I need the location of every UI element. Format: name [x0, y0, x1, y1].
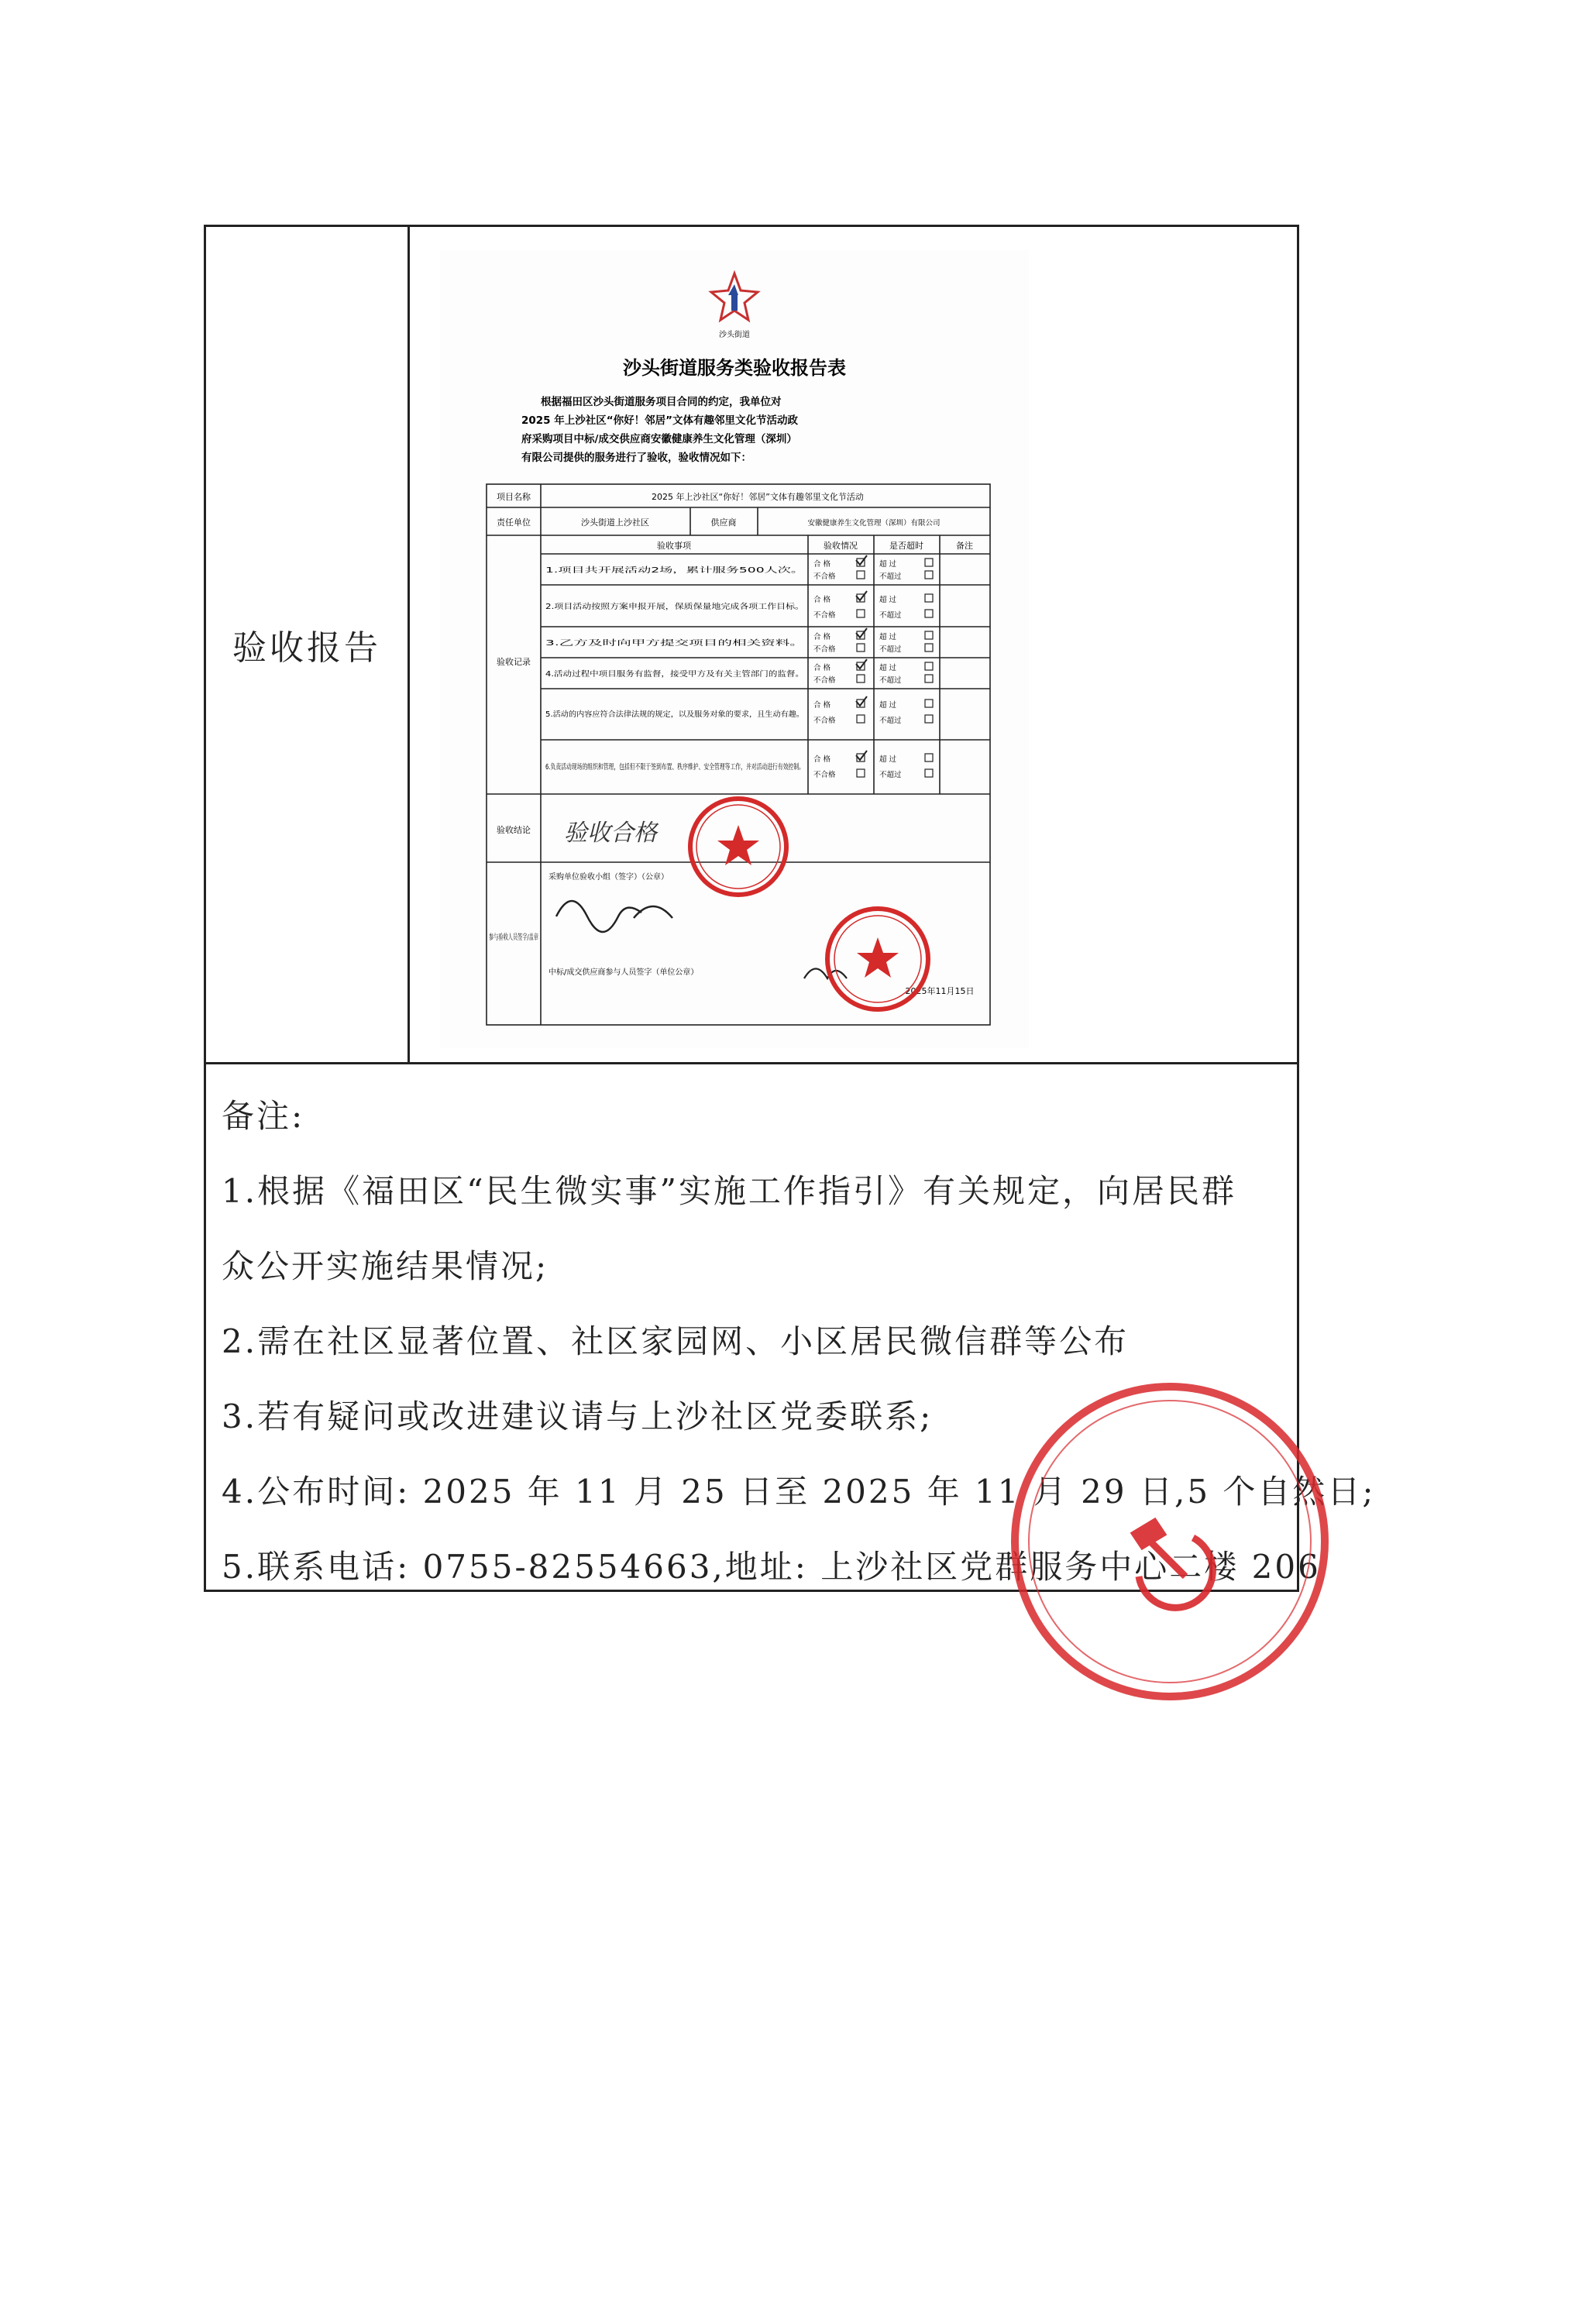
- item-1: 1.项目共开展活动2场，累计服务500人次。: [545, 566, 689, 575]
- overtime-4: 超 过: [879, 664, 897, 672]
- fail-3: 不合格: [813, 645, 836, 654]
- col-note: 备注: [956, 541, 973, 551]
- item-3: 3.乙方及时向甲方提交项目的相关资料。: [545, 639, 678, 648]
- handwritten-signature: [556, 901, 672, 932]
- report-row: [206, 227, 1297, 1064]
- item-6: 6.负责活动现场的组织和管理，包括但不限于签到布置、秩序维护、安全管理等工作，并对活动进行有效控制。: [545, 763, 906, 772]
- note-line-1: 1.根据《福田区“民生微实事”实施工作指引》有关规定，向居民群: [222, 1172, 1237, 1210]
- handwritten-signature-2: [804, 969, 847, 979]
- pass-1: 合 格: [813, 560, 831, 569]
- not-overtime-4: 不超过: [879, 676, 902, 685]
- fail-6: 不合格: [813, 771, 836, 779]
- item-5: 5.活动的内容应符合法律法规的规定，以及服务对象的要求，且生动有趣。: [545, 710, 789, 719]
- conclusion-handwritten: 验收合格: [564, 820, 657, 847]
- resp-unit: 沙头街道上沙社区: [581, 517, 649, 528]
- star-logo-icon: [711, 273, 758, 320]
- supplier-label: 供应商: [710, 517, 737, 528]
- pass-2: 合 格: [813, 596, 831, 604]
- embedded-report-image: [440, 250, 1029, 1048]
- pass-4: 合 格: [813, 664, 831, 672]
- col-timely: 是否超时: [889, 541, 923, 551]
- conclusion-label: 验收结论: [497, 825, 531, 835]
- pass-6: 合 格: [813, 755, 831, 764]
- supplier: 安徽健康养生文化管理（深圳）有限公司: [807, 519, 941, 528]
- resp-unit-label: 责任单位: [497, 517, 531, 528]
- intro-line-1: 根据福田区沙头街道服务项目合同的约定，我单位对: [541, 396, 782, 408]
- overtime-3: 超 过: [879, 633, 897, 641]
- overtime-2: 超 过: [879, 596, 897, 604]
- section-label: 验收报告: [206, 227, 410, 1062]
- seal-stamp-1: [690, 799, 786, 895]
- col-item: 验收事项: [657, 541, 691, 551]
- form-grid: [487, 484, 990, 1025]
- sign-line-1: 采购单位验收小组（签字）（公章）: [548, 873, 669, 882]
- not-overtime-2: 不超过: [879, 611, 902, 620]
- intro-line-4: 有限公司提供的服务进行了验收，验收情况如下：: [521, 452, 751, 464]
- overtime-1: 超 过: [879, 560, 897, 569]
- fail-5: 不合格: [813, 717, 836, 725]
- note-line-2: 2.需在社区显著位置、社区家园网、小区居民微信群等公布: [222, 1322, 1130, 1360]
- party-seal-icon: [1007, 1379, 1333, 1704]
- sign-line-2: 中标/成交供应商参与人员签字（单位公章）: [548, 968, 699, 977]
- logo-caption: 沙头街道: [719, 331, 750, 339]
- note-line-5: 5.联系电话: 0755-82554663,地址: 上沙社区党群服务中心二楼 206: [222, 1548, 1321, 1586]
- pass-3: 合 格: [813, 633, 831, 641]
- item-4: 4.活动过程中项目服务有监督，接受甲方及有关主管部门的监督。: [545, 670, 759, 679]
- notes-heading: 备注:: [222, 1097, 305, 1135]
- intro-line-2: 2025 年上沙社区“你好！邻居”文体有趣邻里文化节活动政: [521, 414, 799, 427]
- intro-line-3: 府采购项目中标/成交供应商安徽健康养生文化管理（深圳）: [521, 433, 797, 445]
- project-name-label: 项目名称: [497, 492, 531, 502]
- pass-5: 合 格: [813, 701, 831, 710]
- note-line-4: 4.公布时间: 2025 年 11 月 25 日至 2025 年 11 月 29 日,5 个自然日;: [222, 1473, 1376, 1511]
- not-overtime-3: 不超过: [879, 645, 902, 654]
- note-line-1-cont: 众公开实施结果情况;: [222, 1247, 549, 1285]
- section-record: 验收记录: [497, 657, 531, 667]
- fail-4: 不合格: [813, 676, 836, 685]
- not-overtime-1: 不超过: [879, 572, 902, 581]
- not-overtime-6: 不超过: [879, 771, 902, 779]
- overtime-6: 超 过: [879, 755, 897, 764]
- note-line-3: 3.若有疑问或改进建议请与上沙社区党委联系;: [222, 1397, 934, 1435]
- overtime-5: 超 过: [879, 701, 897, 710]
- fail-2: 不合格: [813, 611, 836, 620]
- fail-1: 不合格: [813, 572, 836, 581]
- report-title: 沙头街道服务类验收报告表: [623, 357, 846, 379]
- project-name: 2025 年上沙社区“你好！邻居”文体有趣邻里文化节活动: [652, 492, 864, 502]
- sign-date: 2025年11月15日: [905, 986, 975, 996]
- not-overtime-5: 不超过: [879, 717, 902, 725]
- item-2: 2.项目活动按照方案申报开展，保质保量地完成各项工作目标。: [545, 603, 751, 611]
- seal-stamp-2: [827, 909, 928, 1009]
- sign-label: 参与验收人员签字/盖章: [489, 933, 569, 942]
- col-result: 验收情况: [824, 541, 858, 551]
- report-form: [440, 250, 1029, 1048]
